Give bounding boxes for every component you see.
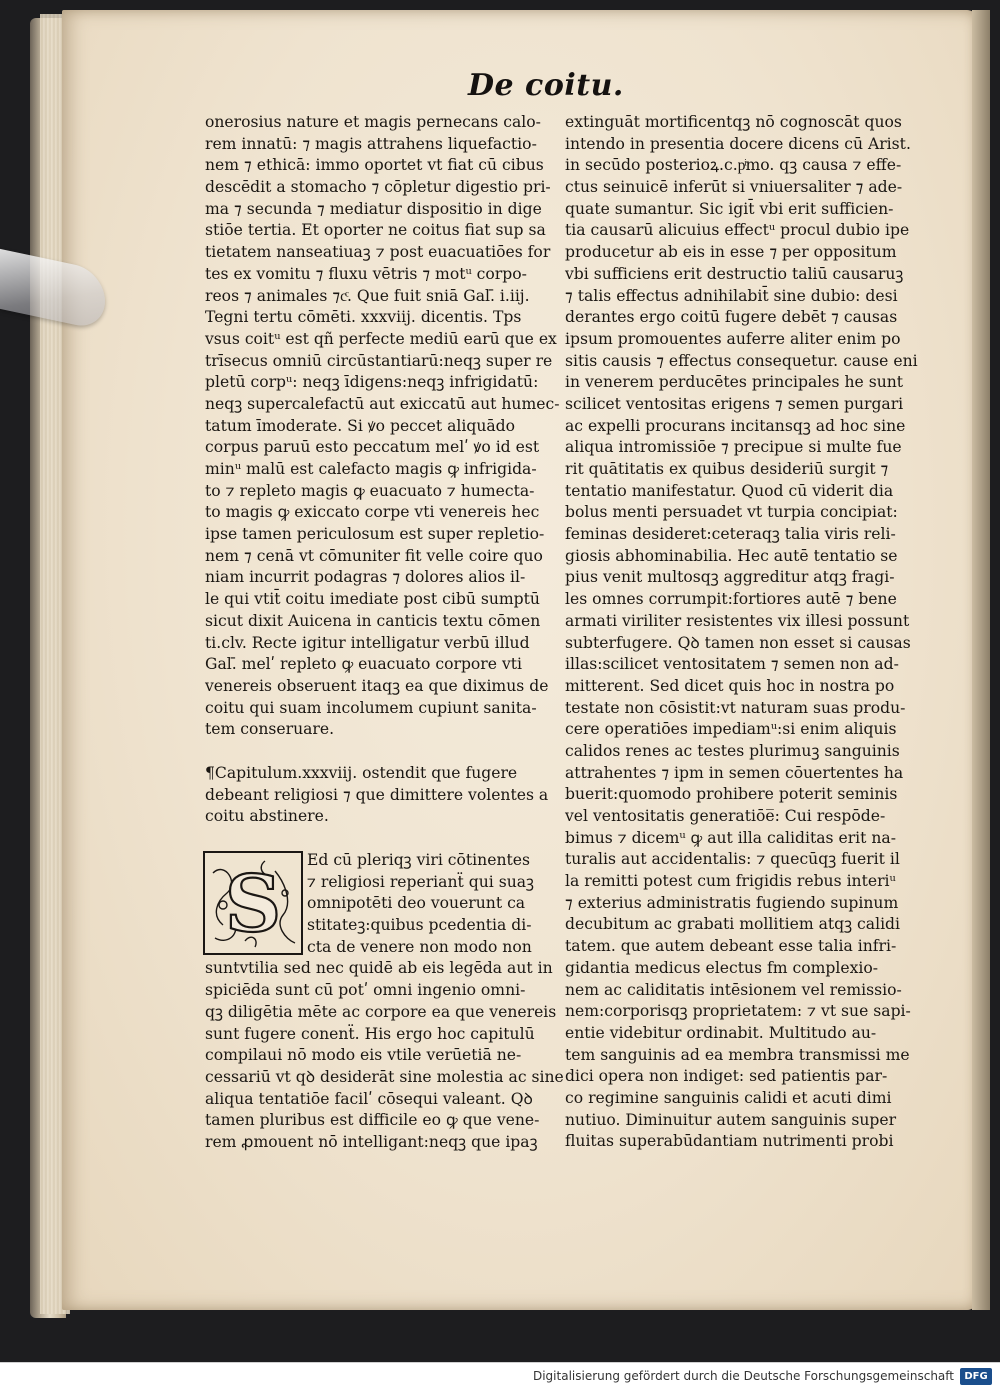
text-line: aliqua intromissiōe ⁊ precipue si multe fue [565,438,902,457]
text-line: illas:scilicet ventositatem ⁊ semen non ad- [565,655,899,674]
text-line: calidos renes ac testes plurimuꝫ sanguinis [565,741,900,760]
text-line: ctus seinuicē inferūt si vniuersaliter ⁊ ade- [565,178,903,197]
text-line: sunt fugere conenẗ. His ergo hoc capitulū [205,1024,535,1043]
text-line: venereis obseruent itaqꝫ ea que diximus de [205,676,549,695]
text-line: subterfugere. Qꝺ tamen non esset si causas [565,633,911,652]
text-line: nem ac caliditatis intēsionem vel remissio- [565,980,902,999]
text-line: buerit:quomodo prohibere poterit seminis [565,785,898,804]
text-line: nem:corporisqꝫ proprietatem: ⁊ vt sue sapi- [565,1002,911,1021]
right-body-text [565,112,918,1153]
text-line: ipse tamen periculosum est super repletio- [205,525,545,544]
dfg-logo: DFG [960,1368,992,1385]
text-line: bolus menti persuadet vt turpia concipiat: [565,503,898,522]
running-head: De coitu. [468,68,624,103]
text-line: coitu qui suam incolumem cupiunt sanita- [205,698,537,717]
text-line: ipsum promouentes auferre aliter enim po [565,329,901,348]
text-line: rit quātitatis ex quibus desideriū surgit ⁊ [565,460,889,478]
text-line: minᵘ malū est calefacto magis ꝙ infrigida- [205,460,537,478]
text-line: in secūdo posterioꝝ.c.pͥmo. qꝫ causa ⁊ effe- [565,156,902,175]
chapter-heading-line: debeant religiosi ⁊ que dimittere volentes a [205,785,549,804]
footer-bar [0,1362,1000,1391]
text-line: pius venit multosqꝫ aggreditur atqꝫ fragi- [565,568,895,587]
text-line: qꝫ diligētia mēte ac corpore ea que venereis [205,1002,557,1021]
text-line: feminas desideret:ceteraqꝫ talia viris reli- [565,525,896,544]
initial-letter-glyph: S [224,859,282,950]
text-line: stitateꝫ:quibus pcedentia di- [307,916,532,935]
text-line: nem ⁊ cenā vt cōmuniter fit velle coire quo [205,546,543,565]
left-body-text [205,112,560,741]
initial-paragraph [205,850,545,958]
text-line: onerosius nature et magis pernecans calo- [205,113,541,131]
text-line: ma ⁊ secunda ⁊ mediatur dispositio in dige [205,199,542,218]
text-line: vsus coitᵘ est qñ perfecte mediū earū que ex [205,329,557,348]
text-line: bimus ⁊ dicemᵘ ꝙ aut illa caliditas erit na- [565,828,896,847]
text-line: la remitti potest cum frigidis rebus interiᵘ [565,872,896,891]
text-line: reos ⁊ animales ⁊cͨ. Que fuit sniā Gal.̄ i.iij. [205,286,530,305]
text-line: tentatio manifestatur. Quod cū viderit dia [565,481,894,500]
text-line: pletū corpᵘ: neqꝫ īdigens:neqꝫ infrigidatū: [205,373,539,392]
text-line: ⁊ talis effectus adnihilabit̄ sine dubio: desi [565,286,898,305]
text-line: cere operatiōes impediamᵘ:si enim aliquis [565,720,897,739]
text-line: extinguāt mortificentqꝫ nō cognoscāt quos [565,113,902,131]
text-line: co regimine sanguinis calidi et acuti dimi [565,1088,892,1107]
text-line: Tegni tertu cōmēti. xxxviij. dicentis. Tps [205,308,522,327]
text-line: rem innatū: ⁊ magis attrahens liquefactio- [205,134,537,153]
text-line: tatem. que autem debeant esse talia infri- [565,937,897,956]
text-line: tem conseruare. [205,720,335,739]
left-body-text-continued [205,958,564,1153]
text-line: vel ventositatis generatiōe̅: Cui respōde- [565,807,886,825]
text-line: ac expelli procurans incitansqꝫ ad hoc sine [565,416,906,435]
text-line: sitis causis ⁊ effectus consequetur. cause eni [565,351,918,370]
text-line: nem ⁊ ethicā: immo oportet vt fiat cū cibus [205,156,544,175]
chapter-heading [205,763,549,828]
text-line: niam incurrit podagras ⁊ dolores alios il- [205,568,526,587]
text-line: to ⁊ repleto magis ꝙ euacuato ⁊ humecta- [205,481,535,500]
chapter-heading-line: coitu abstinere. [205,807,329,826]
text-line: armati viriliter resistentes vix illesi possunt [565,611,910,630]
text-line: neqꝫ supercalefactū aut exiccatū aut humec- [205,394,560,413]
text-line: le qui vtit̄ coitu imediate post cibū sumptū [205,590,540,609]
left-column [205,112,564,1154]
text-line: corpus paruū esto peccatum melʹ ꝟo id est [205,438,540,457]
page-right-edge [972,10,990,1310]
text-line: vbi sufficiens erit destructio taliū causaruꝫ [565,264,904,283]
text-line: tatum īmoderate. Si ꝟo peccet aliquādo [205,416,516,435]
right-column [565,112,918,1153]
text-line: ti.clv. Recte igitur intelligatur verbū illud [205,633,530,652]
text-line: tamen pluribus est difficile eo ꝙ que vene- [205,1111,540,1130]
text-line: intendo in presentia docere dicens cū Arist. [565,134,911,153]
text-line: nutiuo. Diminuitur autem sanguinis super [565,1110,897,1129]
text-line: testate non cōsistit:vt naturam suas produ- [565,698,906,717]
spacer [205,828,545,850]
text-line: dici opera non indiget: sed patientis par- [565,1067,888,1086]
text-line: decubitum ac grabati mollitiem atqꝫ calidi [565,915,901,934]
text-line: fluitas superabūdantiam nutrimenti probi [565,1132,894,1151]
text-line: scilicet ventositas erigens ⁊ semen purgari [565,394,904,413]
text-line: spiciēda sunt cū potʹ omni ingenio omni- [205,981,526,1000]
text-line: Ed cū pleriqꝫ viri cōtinentes [307,851,530,869]
text-line: tietatem nanseatiuaꝫ ⁊ post euacuatiōes for [205,243,551,262]
text-line: trīsecus omniū circūstantiarū:neqꝫ super re [205,351,553,370]
text-line: cessariū vt qꝺ desiderāt sine molestia ac sine [205,1067,564,1086]
decorated-initial-s [203,851,303,955]
text-line: cta de venere non modo non [307,937,532,956]
text-line: tem sanguinis ad ea membra transmissi me [565,1045,910,1064]
spacer [205,741,545,763]
text-line: ⁊ religiosi reperianẗ qui suaꝫ [307,872,535,891]
text-line: gidantia medicus electus fm complexio- [565,958,879,977]
text-line: tes ex vomitu ⁊ fluxu vētris ⁊ motᵘ corpo- [205,264,527,283]
text-line: stiōe tertia. Et oporter ne coitus fiat sup sa [205,221,546,240]
chapter-heading-line: ¶Capitulum.xxxviij. ostendit que fugere [205,763,518,782]
text-line: ⁊ exterius administratis fugiendo supinum [565,893,899,912]
text-line: suntvtilia sed nec quidē ab eis legēda aut in [205,959,553,978]
text-line: descēdit a stomacho ⁊ cōpletur digestio pri- [205,178,551,197]
text-line: rem ꝓmouent nō intelligant:neqꝫ que ipaꝫ [205,1132,538,1151]
text-line: producetur ab eis in esse ⁊ per oppositum [565,243,897,262]
text-line: omnipotēti deo vouerunt ca [307,894,526,913]
text-line: Gal.̄ melʹ repleto ꝙ euacuato corpore vti [205,655,523,674]
text-line: compilaui nō modo eis vtile verūetiā ne- [205,1046,522,1065]
text-line: quate sumantur. Sic igit̄ vbi erit sufficien- [565,199,894,218]
text-line: turalis aut accidentalis: ⁊ quecūqꝫ fuerit il [565,850,900,869]
text-line: derantes ergo coitū fugere debēt ⁊ causas [565,308,898,327]
text-line: sicut dixit Auicena in canticis textu cōmen [205,611,541,630]
text-line: giosis abhominabilia. Hec autē tentatio se [565,546,898,565]
text-line: entie videbitur ordinabit. Multitudo au- [565,1023,877,1042]
text-line: les omnes corrumpit:fortiores autē ⁊ bene [565,590,897,609]
text-line: in venerem perducētes principales he sunt [565,373,904,392]
text-line: attrahentes ⁊ ipm in semen cōuertentes ha [565,763,904,782]
text-line: aliqua tentatiōe facilʹ cōsequi valeant. Qꝺ [205,1089,533,1108]
funding-note: Digitalisierung gefördert durch die Deutsche Forschungsgemeinschaft [532,1369,954,1383]
text-line: mitterent. Sed dicet quis hoc in nostra po [565,676,895,695]
text-line: tia causarū alicuius effectᵘ procul dubio ipe [565,221,910,240]
text-line: to magis ꝙ exiccato corpe vti venereis hec [205,503,540,522]
